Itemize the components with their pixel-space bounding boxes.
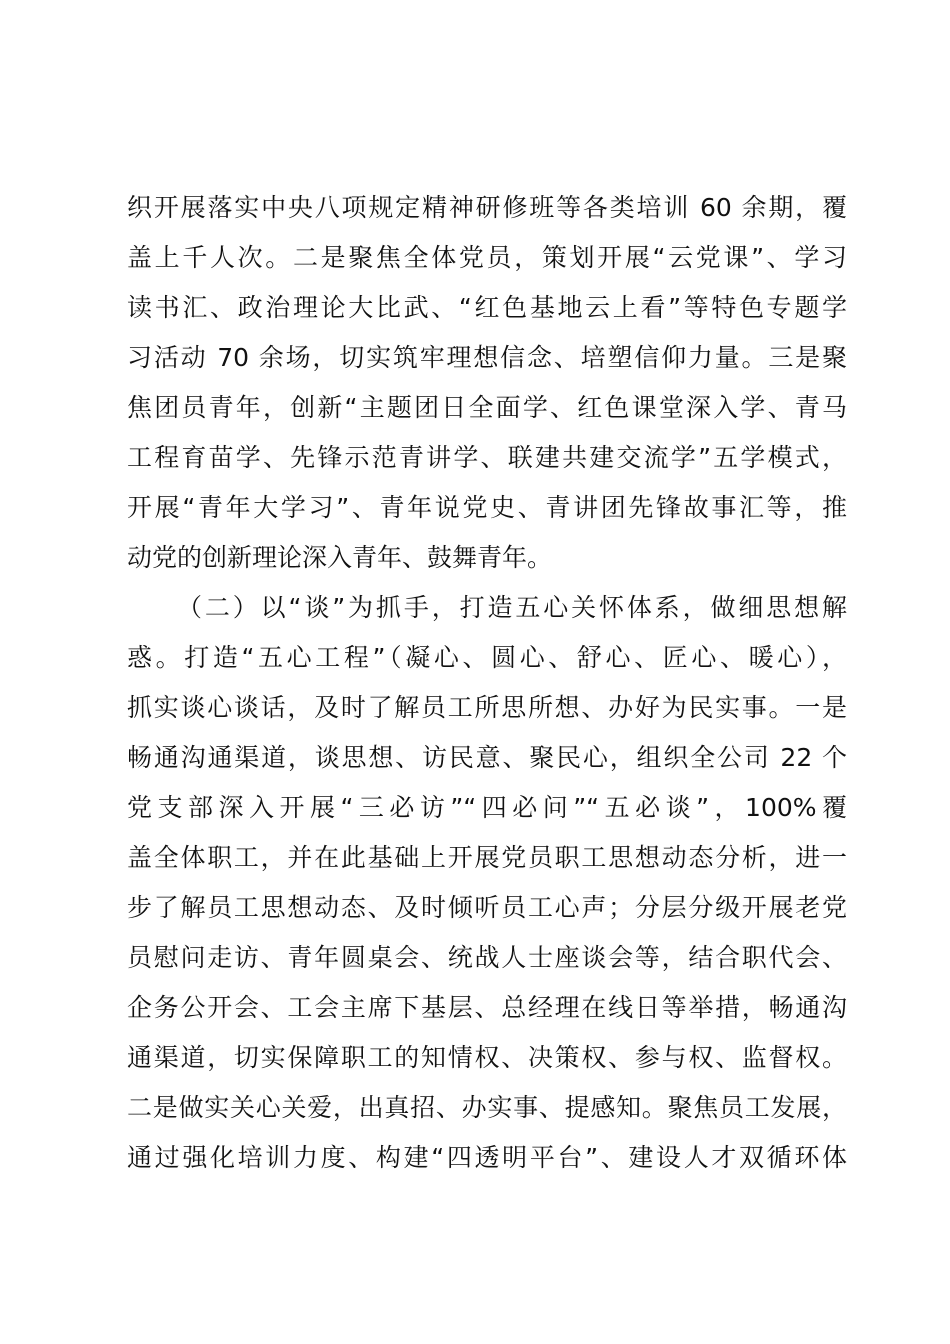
text-line: 工程育苗学、先锋示范青讲学、联建共建交流学”五学模式， bbox=[127, 443, 847, 472]
text-line: 开展“青年大学习”、青年说党史、青讲团先锋故事汇等，推 bbox=[127, 493, 847, 522]
text-line: 惑。打造“五心工程”（凝心、圆心、舒心、匠心、暖心）， bbox=[127, 643, 847, 672]
text-line: 读书汇、政治理论大比武、“红色基地云上看”等特色专题学 bbox=[127, 293, 847, 322]
body-text bbox=[127, 183, 847, 1183]
text-line: 织开展落实中央八项规定精神研修班等各类培训 60 余期，覆 bbox=[127, 193, 847, 222]
text-line: 员慰问走访、青年圆桌会、统战人士座谈会等，结合职代会、 bbox=[127, 943, 847, 972]
text-line: 抓实谈心谈话，及时了解员工所思所想、办好为民实事。一是 bbox=[127, 693, 847, 722]
text-line: 焦团员青年，创新“主题团日全面学、红色课堂深入学、青马 bbox=[127, 393, 847, 422]
text-line: 步了解员工思想动态、及时倾听员工心声；分层分级开展老党 bbox=[127, 893, 847, 922]
text-line: 畅通沟通渠道，谈思想、访民意、聚民心，组织全公司 22 个 bbox=[127, 743, 847, 772]
text-line: 企务公开会、工会主席下基层、总经理在线日等举措，畅通沟 bbox=[127, 993, 847, 1022]
text-line-paragraph-end: 动党的创新理论深入青年、鼓舞青年。 bbox=[127, 543, 553, 572]
text-line: 通过强化培训力度、构建“四透明平台”、建设人才双循环体 bbox=[127, 1143, 847, 1172]
text-line: 习活动 70 余场，切实筑牢理想信念、培塑信仰力量。三是聚 bbox=[127, 343, 847, 372]
text-line: 党支部深入开展“三必访”“四必问”“五必谈”，100%覆 bbox=[127, 793, 847, 822]
text-line: 通渠道，切实保障职工的知情权、决策权、参与权、监督权。 bbox=[127, 1043, 847, 1072]
section-heading-line: （二）以“谈”为抓手，打造五心关怀体系，做细思想解 bbox=[177, 593, 847, 622]
text-line: 盖全体职工，并在此基础上开展党员职工思想动态分析，进一 bbox=[127, 843, 847, 872]
text-line: 二是做实关心关爱，出真招、办实事、提感知。聚焦员工发展， bbox=[127, 1093, 847, 1122]
text-line: 盖上千人次。二是聚焦全体党员，策划开展“云党课”、学习 bbox=[127, 243, 847, 272]
